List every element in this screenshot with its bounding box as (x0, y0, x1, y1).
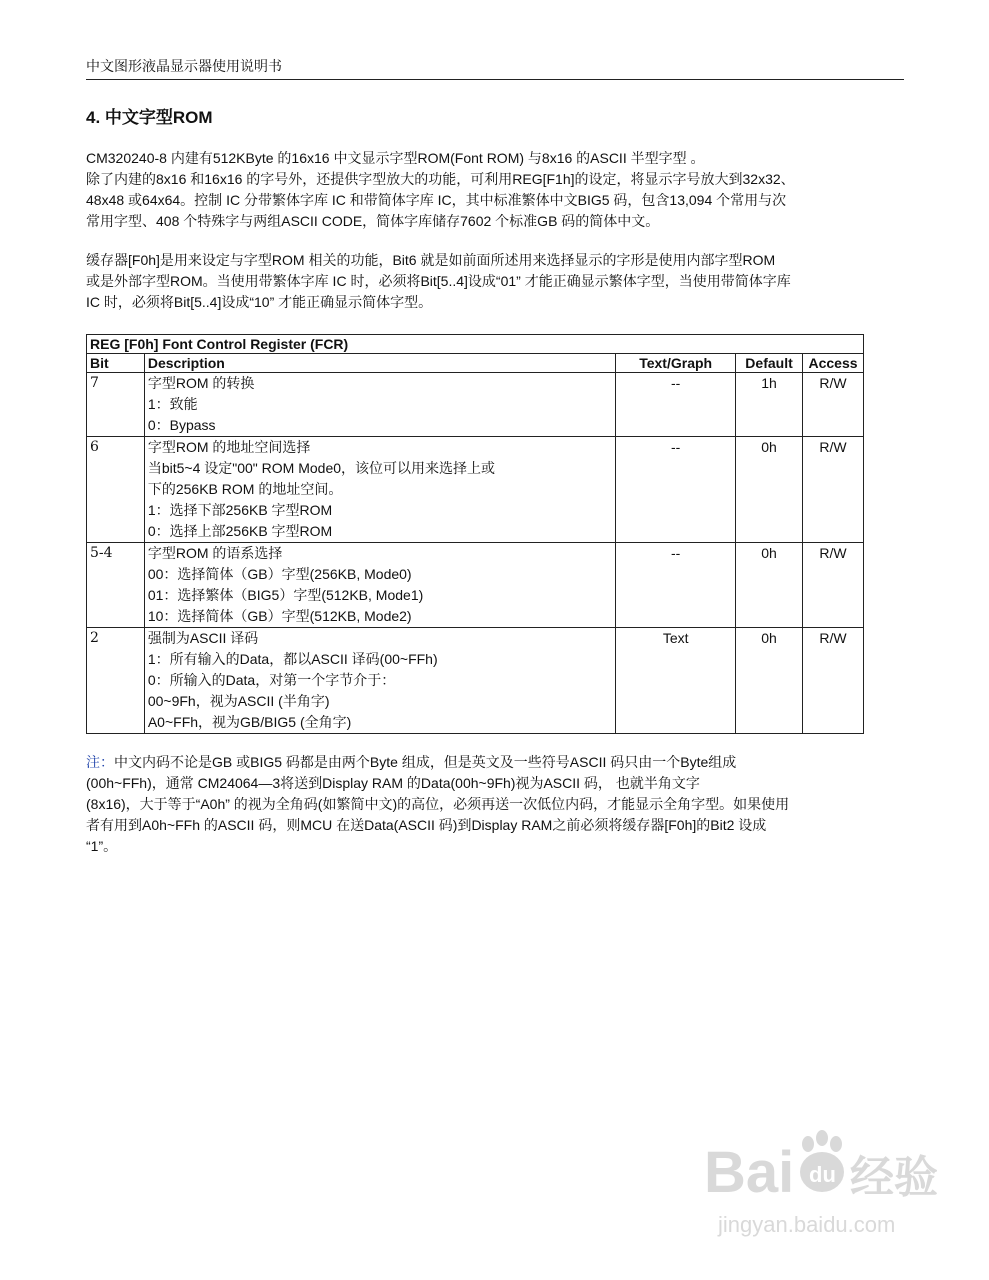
access-cell: R/W (803, 437, 864, 543)
default-cell: 0h (736, 437, 803, 543)
table-row (87, 437, 864, 543)
fcr-register-table (86, 334, 864, 734)
description-line: 0：Bypass (147, 417, 216, 433)
description-line: 字型ROM 的语系选择 (147, 545, 283, 561)
column-header-access: Access (803, 354, 864, 373)
bit-cell: 5-4 (87, 543, 145, 628)
table-row (87, 543, 864, 628)
paragraph-line: 者有用到A0h~FFh 的ASCII 码，则MCU 在送Data(ASCII 码)到Display RAM之前必须将缓存器[F0h]的Bit2 设成 (86, 817, 767, 833)
note-label: 注： (86, 754, 114, 770)
paragraph-line: 48x48 或64x64。控制 IC 分带繁体字库 IC 和带简体字库 IC，其中标准繁体中文BIG5 码，包含13,094 个常用与次 (86, 192, 787, 208)
baidu-jingyan-watermark (700, 1120, 960, 1250)
description-line: 下的256KB ROM 的地址空间。 (147, 481, 343, 497)
description-line: 1：致能 (147, 396, 198, 412)
description-line: 1：选择下部256KB 字型ROM (147, 502, 333, 518)
description-line: 10：选择简体（GB）字型(512KB, Mode2) (147, 608, 412, 624)
description-line: 01：选择繁体（BIG5）字型(512KB, Mode1) (147, 587, 424, 603)
default-cell: 1h (736, 373, 803, 437)
description-line: A0~FFh，视为GB/BIG5 (全角字) (147, 714, 352, 730)
description-line: 0：选择上部256KB 字型ROM (147, 523, 333, 539)
table-row (87, 628, 864, 734)
text-graph-cell: -- (616, 543, 736, 628)
column-header-bit: Bit (87, 354, 145, 373)
access-cell: R/W (803, 373, 864, 437)
section-title: 4. 中文字型ROM (86, 108, 213, 127)
paragraph-line (86, 752, 906, 773)
description-cell (144, 628, 615, 734)
table-caption: REG [F0h] Font Control Register (FCR) (87, 335, 864, 354)
description-line: 字型ROM 的转换 (147, 375, 255, 391)
text-graph-cell: -- (616, 373, 736, 437)
default-cell: 0h (736, 543, 803, 628)
paragraph-line: 除了内建的8x16 和16x16 的字号外，还提供字型放大的功能，可利用REG[F1h]的设定，将显示字号放大到32x32、 (86, 171, 795, 187)
paragraph-line: 或是外部字型ROM。当使用带繁体字库 IC 时，必须将Bit[5..4]设成“01” 才能正确显示繁体字型，当使用带简体字库 (86, 273, 791, 289)
paragraph-line: (00h~FFh)，通常 CM24064—3将送到Display RAM 的Data(00h~9Fh)视为ASCII 码， 也就半角文字 (86, 775, 700, 791)
register-paragraph (86, 250, 906, 313)
paragraph-line: IC 时，必须将Bit[5..4]设成“10” 才能正确显示简体字型。 (86, 294, 433, 310)
description-cell (144, 373, 615, 437)
bit-cell: 7 (87, 373, 145, 437)
default-cell: 0h (736, 628, 803, 734)
description-line: 00：选择简体（GB）字型(256KB, Mode0) (147, 566, 412, 582)
note-text: 中文内码不论是GB 或BIG5 码都是由两个Byte 组成，但是英文及一些符号ASCII 码只由一个Byte组成 (114, 754, 737, 770)
watermark-brand: Bai (704, 1140, 795, 1205)
paragraph-line: CM320240-8 内建有512KByte 的16x16 中文显示字型ROM(Font ROM) 与8x16 的ASCII 半型字型 。 (86, 150, 705, 166)
access-cell: R/W (803, 543, 864, 628)
description-line: 字型ROM 的地址空间选择 (147, 439, 311, 455)
description-cell (144, 437, 615, 543)
description-line: 1：所有输入的Data，都以ASCII 译码(00~FFh) (147, 651, 438, 667)
paragraph-line: 常用字型、408 个特殊字与两组ASCII CODE，简体字库储存7602 个标准GB 码的简体中文。 (86, 213, 660, 229)
text-graph-cell: Text (616, 628, 736, 734)
intro-paragraph (86, 148, 906, 232)
description-line: 0：所输入的Data，对第一个字节介于： (147, 672, 396, 688)
note-paragraph (86, 752, 906, 857)
watermark-brand-cn: 经验 (850, 1153, 938, 1202)
page-header-title: 中文图形液晶显示器使用说明书 (86, 59, 282, 75)
table-row (87, 373, 864, 437)
header-divider (86, 79, 904, 80)
column-header-text-graph: Text/Graph (616, 354, 736, 373)
paragraph-line: (8x16)，大于等于“A0h” 的视为全角码(如繁简中文)的高位，必须再送一次低位内码，才能显示全角字型。如果使用 (86, 796, 790, 812)
description-line: 00~9Fh，视为ASCII (半角字) (147, 693, 330, 709)
paragraph-line: “1”。 (86, 838, 118, 854)
access-cell: R/W (803, 628, 864, 734)
bit-cell: 6 (87, 437, 145, 543)
watermark-brand-du: du (809, 1162, 836, 1187)
description-line: 强制为ASCII 译码 (147, 630, 259, 646)
watermark-url: jingyan.baidu.com (718, 1212, 896, 1237)
bit-cell: 2 (87, 628, 145, 734)
column-header-default: Default (736, 354, 803, 373)
description-line: 当bit5~4 设定"00" ROM Mode0，该位可以用来选择上或 (147, 460, 496, 476)
text-graph-cell: -- (616, 437, 736, 543)
column-header-description: Description (144, 354, 615, 373)
description-cell (144, 543, 615, 628)
paragraph-line: 缓存器[F0h]是用来设定与字型ROM 相关的功能，Bit6 就是如前面所述用来选择显示的字形是使用内部字型ROM (86, 252, 776, 268)
